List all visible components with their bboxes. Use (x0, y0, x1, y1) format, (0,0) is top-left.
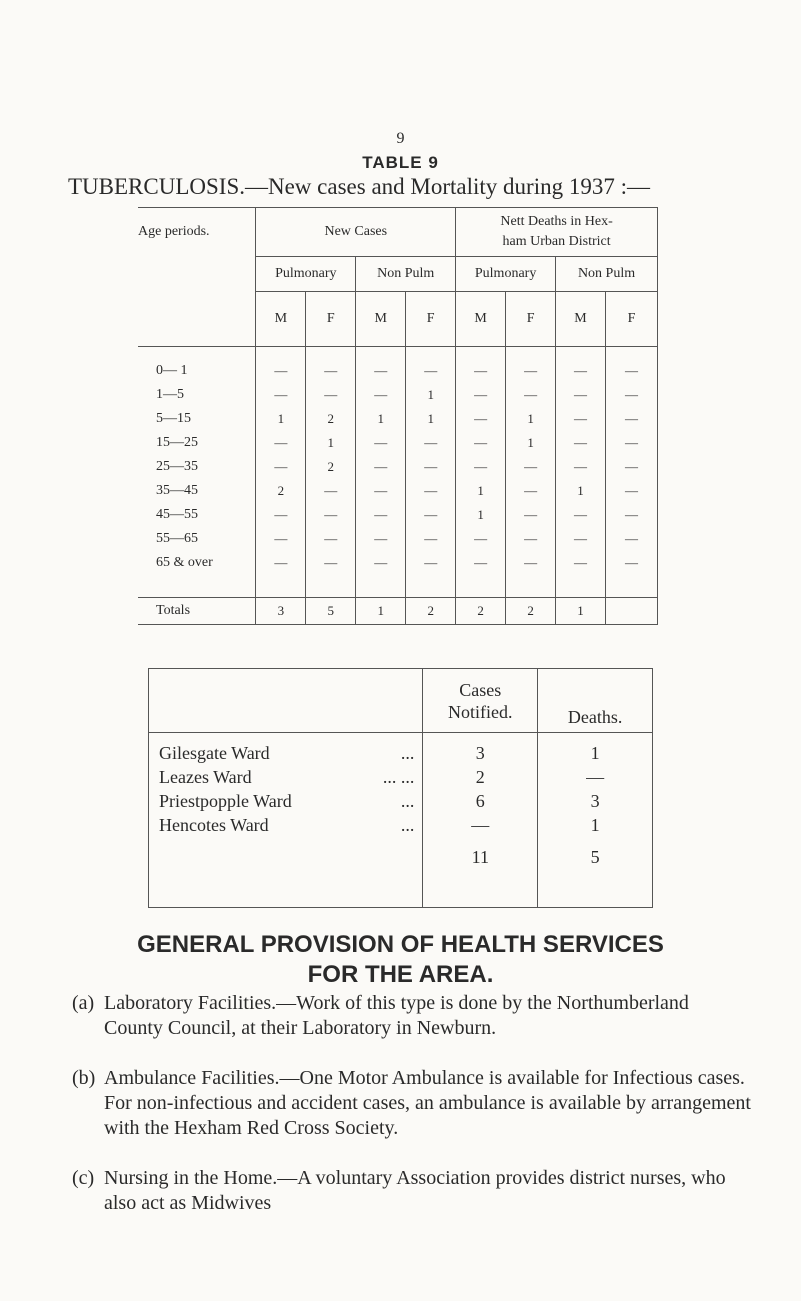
total-cell: 2 (406, 598, 456, 625)
ward-rows (149, 741, 653, 837)
count-cell: — (306, 527, 356, 551)
count-cell: — (256, 527, 306, 551)
count-cell: 1 (456, 503, 506, 527)
count-cell: — (556, 551, 606, 575)
leader-dots: ... (400, 814, 415, 835)
m-header: M (356, 292, 406, 347)
count-cell: — (406, 503, 456, 527)
nett-deaths-header (456, 208, 658, 257)
total-cell: 2 (506, 598, 556, 625)
count-cell: — (456, 383, 506, 407)
count-cell: — (406, 479, 456, 503)
age-row (138, 551, 658, 575)
ward-cell (149, 789, 423, 813)
count-cell: — (506, 527, 556, 551)
item-label: (a) (72, 992, 95, 1014)
count-cell: — (356, 503, 406, 527)
ward-cell (149, 741, 423, 765)
count-cell: — (306, 383, 356, 407)
total-cell: 1 (356, 598, 406, 625)
f-header: F (506, 292, 556, 347)
age-period: 45—55 (156, 507, 198, 522)
m-header: M (456, 292, 506, 347)
count-cell: 1 (406, 407, 456, 431)
count-cell: — (306, 479, 356, 503)
count-cell: — (356, 551, 406, 575)
count-cell: 1 (406, 383, 456, 407)
age-row (138, 503, 658, 527)
pulmonary-header: Pulmonary (456, 257, 556, 292)
count-cell: — (256, 551, 306, 575)
age-row (138, 527, 658, 551)
count-cell: — (456, 551, 506, 575)
age-period: 55—65 (156, 531, 198, 546)
count-cell: — (506, 503, 556, 527)
ward-name: Hencotes Ward (159, 814, 269, 835)
age-periods-header: Age periods. (138, 224, 210, 239)
count-cell: 1 (456, 479, 506, 503)
count-cell: — (406, 359, 456, 383)
count-cell: — (406, 527, 456, 551)
count-cell: — (306, 503, 356, 527)
total-cell: 2 (456, 598, 506, 625)
f-header: F (306, 292, 356, 347)
count-cell: — (556, 527, 606, 551)
cases-cell: 6 (423, 789, 538, 813)
item-text: Nursing in the Home.—A voluntary Association provides district nurses, who also act as Midwives (104, 1167, 726, 1214)
age-period: 15—25 (156, 435, 198, 450)
count-cell: — (356, 455, 406, 479)
count-cell: — (356, 479, 406, 503)
item-text: Ambulance Facilities.—One Motor Ambulance is available for Infectious cases. For non-infectious and accident cases, an ambulance is available by arrangement with the Hexham Red Cross Society. (104, 1067, 751, 1139)
total-cases: 11 (423, 837, 538, 908)
table-subtitle: TUBERCULOSIS.—New cases and Mortality during 1937 :— (68, 174, 650, 199)
f-header: F (606, 292, 658, 347)
leader-dots: ... (400, 742, 415, 763)
count-cell: — (256, 359, 306, 383)
count-cell: — (456, 407, 506, 431)
count-cell: — (556, 455, 606, 479)
count-cell: — (556, 503, 606, 527)
leader-dots: ... ... (382, 766, 415, 787)
m-header: M (556, 292, 606, 347)
count-cell: — (506, 383, 556, 407)
count-cell: — (506, 479, 556, 503)
cases-cell: 2 (423, 765, 538, 789)
item-label: (b) (72, 1067, 96, 1089)
tuberculosis-age-table (138, 207, 658, 625)
count-cell: 2 (306, 455, 356, 479)
count-cell: 1 (356, 407, 406, 431)
cases-header-line2: Notified. (448, 701, 513, 722)
nett-deaths-header-line2: ham Urban District (502, 234, 611, 249)
provision-item-c (72, 1166, 752, 1216)
count-cell: — (256, 431, 306, 455)
age-period: 25—35 (156, 459, 198, 474)
count-cell: — (606, 407, 658, 431)
ward-row (149, 765, 653, 789)
non-pulm-header: Non Pulm (556, 257, 658, 292)
count-cell: — (606, 431, 658, 455)
count-cell: — (406, 551, 456, 575)
cases-header-line1: Cases (459, 679, 502, 700)
ward-totals-row (149, 837, 653, 908)
ward-cell (149, 813, 423, 837)
m-header: M (256, 292, 306, 347)
count-cell: 2 (256, 479, 306, 503)
count-cell: — (556, 407, 606, 431)
non-pulm-header: Non Pulm (356, 257, 456, 292)
f-header: F (406, 292, 456, 347)
cases-cell: — (423, 813, 538, 837)
count-cell: — (556, 359, 606, 383)
totals-row (138, 598, 658, 625)
age-period: 0— 1 (156, 363, 188, 378)
count-cell: — (456, 527, 506, 551)
ward-row (149, 741, 653, 765)
ward-row (149, 789, 653, 813)
count-cell: — (256, 383, 306, 407)
section-heading (0, 930, 801, 990)
total-cell: 5 (306, 598, 356, 625)
deaths-cell: — (538, 765, 653, 789)
section-heading-line2: FOR THE AREA. (307, 961, 494, 988)
count-cell: — (356, 383, 406, 407)
count-cell: — (356, 359, 406, 383)
count-cell: — (556, 383, 606, 407)
count-cell: — (406, 455, 456, 479)
count-cell: — (606, 503, 658, 527)
age-row (138, 359, 658, 383)
count-cell: — (456, 359, 506, 383)
age-row (138, 407, 658, 431)
count-cell: — (556, 431, 606, 455)
count-cell: — (606, 455, 658, 479)
count-cell: 1 (506, 431, 556, 455)
count-cell: — (606, 383, 658, 407)
new-cases-header: New Cases (256, 208, 456, 257)
ward-cell (149, 765, 423, 789)
count-cell: — (506, 359, 556, 383)
age-period: 5—15 (156, 411, 191, 426)
count-cell: — (456, 431, 506, 455)
count-cell: 1 (556, 479, 606, 503)
ward-name: Leazes Ward (159, 766, 252, 787)
age-row (138, 383, 658, 407)
provision-item-b (72, 1066, 752, 1141)
deaths-header: Deaths. (538, 669, 653, 733)
ward-table (148, 668, 653, 908)
ward-name: Priestpopple Ward (159, 790, 292, 811)
count-cell: — (606, 479, 658, 503)
total-cell (606, 598, 658, 625)
count-cell: — (506, 551, 556, 575)
cases-cell: 3 (423, 741, 538, 765)
count-cell: — (606, 551, 658, 575)
count-cell: — (306, 551, 356, 575)
count-cell: — (306, 359, 356, 383)
totals-label: Totals (156, 603, 191, 618)
age-row (138, 455, 658, 479)
deaths-cell: 1 (538, 813, 653, 837)
count-cell: — (606, 527, 658, 551)
provision-item-a (72, 991, 752, 1041)
count-cell: 1 (306, 431, 356, 455)
age-period: 65 & over (156, 555, 213, 570)
age-row (138, 479, 658, 503)
ward-name: Gilesgate Ward (159, 742, 270, 763)
pulmonary-header: Pulmonary (256, 257, 356, 292)
deaths-cell: 3 (538, 789, 653, 813)
table-title: TABLE 9 (362, 153, 439, 172)
count-cell: — (456, 455, 506, 479)
ward-row (149, 813, 653, 837)
count-cell: — (356, 527, 406, 551)
total-deaths: 5 (538, 837, 653, 908)
count-cell: — (406, 431, 456, 455)
cases-notified-header (423, 669, 538, 733)
age-period: 35—45 (156, 483, 198, 498)
count-cell: — (506, 455, 556, 479)
age-row (138, 431, 658, 455)
count-cell: — (606, 359, 658, 383)
count-cell: — (256, 455, 306, 479)
count-cell: 1 (506, 407, 556, 431)
age-period: 1—5 (156, 387, 184, 402)
count-cell: — (256, 503, 306, 527)
age-rows (138, 359, 658, 575)
count-cell: 1 (256, 407, 306, 431)
count-cell: — (356, 431, 406, 455)
total-cell: 1 (556, 598, 606, 625)
leader-dots: ... (400, 790, 415, 811)
section-heading-line1: GENERAL PROVISION OF HEALTH SERVICES (137, 931, 664, 958)
count-cell: 2 (306, 407, 356, 431)
deaths-cell: 1 (538, 741, 653, 765)
item-text: Laboratory Facilities.—Work of this type is done by the Northumberland County Council, at their Laboratory in Newburn. (104, 992, 689, 1039)
total-cell: 3 (256, 598, 306, 625)
nett-deaths-header-line1: Nett Deaths in Hex- (500, 214, 613, 229)
item-label: (c) (72, 1167, 95, 1189)
page-number: 9 (396, 130, 405, 147)
